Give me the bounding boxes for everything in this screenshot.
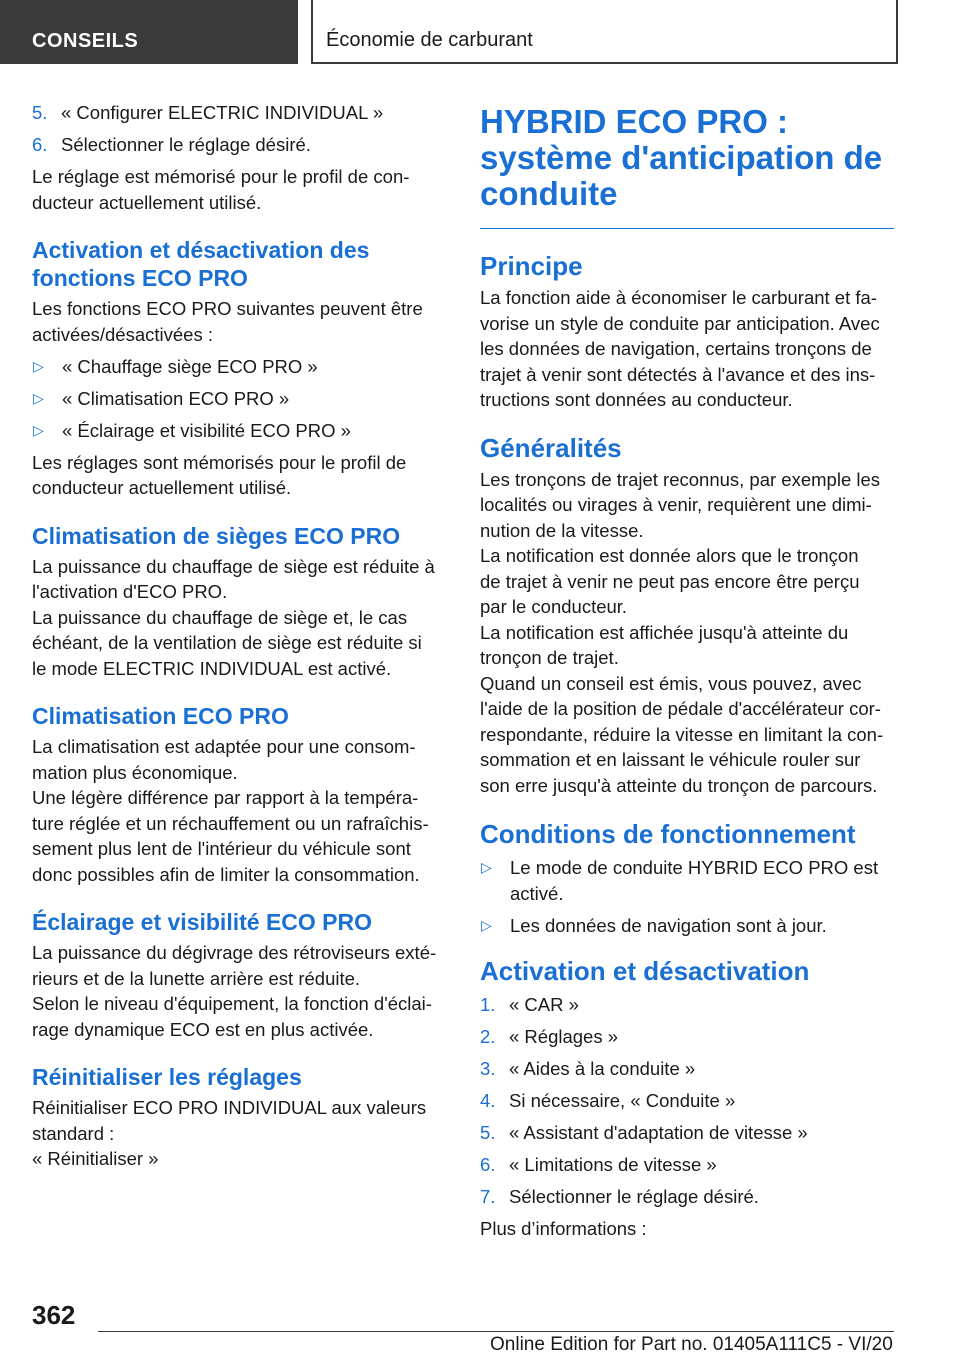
list-item — [480, 855, 898, 906]
paragraph — [32, 554, 450, 605]
text-line: nution de la vitesse. — [480, 519, 644, 541]
step-number: 5. — [480, 1122, 496, 1143]
text-line: trajet à venir sont détectés à l'avance et des ins- — [480, 363, 876, 385]
step-number: 3. — [480, 1058, 496, 1079]
paragraph: « Réinitialiser » — [32, 1148, 159, 1169]
text-line: échéant, de la ventilation de siège est réduite si — [32, 632, 422, 653]
text-line: Les fonctions ECO PRO suivantes peuvent être — [32, 298, 423, 319]
list-item — [32, 100, 450, 126]
step-number: 6. — [32, 134, 48, 155]
paragraph: Plus d’informations : — [480, 1218, 647, 1239]
text-line: Réinitialiser ECO PRO INDIVIDUAL aux valeurs — [32, 1097, 427, 1118]
heading-line: conduite — [480, 175, 618, 212]
list-item — [480, 1024, 898, 1050]
text-line: conducteur actuellement utilisé. — [32, 477, 292, 498]
step-text: Si nécessaire, « Conduite » — [509, 1090, 736, 1111]
text-line: sement plus lent de l'intérieur du véhicule sont — [32, 838, 411, 859]
text-line: Le réglage est mémorisé pour le profil de con- — [32, 166, 410, 187]
heading-line: système d'anticipation de — [480, 139, 883, 176]
paragraph — [32, 450, 450, 501]
text-line: ducteur actuellement utilisé. — [32, 191, 262, 213]
bullet-triangle-icon: ▷ — [481, 916, 492, 933]
list-item — [480, 1184, 898, 1210]
text-line: activé. — [510, 882, 564, 904]
list-item — [32, 132, 450, 158]
list-item — [480, 913, 898, 939]
step-text: « CAR » — [509, 994, 579, 1015]
edition-note: Online Edition for Part no. 01405A111C5 - VI/20 — [490, 1334, 893, 1355]
text-line: tronçon de trajet. — [480, 647, 619, 668]
list-item — [480, 1088, 898, 1114]
footer-divider — [98, 1331, 894, 1332]
step-number: 1. — [480, 994, 496, 1015]
text-line: vorise un style de conduite par anticipation. Avec — [480, 312, 880, 334]
bullet-text: « Climatisation ECO PRO » — [62, 387, 290, 409]
step-text: « Aides à la conduite » — [509, 1058, 696, 1079]
section-heading: Réinitialiser les réglages — [32, 1064, 302, 1090]
section-heading: Éclairage et visibilité ECO PRO — [32, 909, 373, 935]
list-item — [480, 1120, 898, 1146]
step-text: Sélectionner le réglage désiré. — [61, 134, 311, 155]
text-line: les données de navigation, certains tronçons de — [480, 338, 872, 359]
text-line: La puissance du chauffage de siège et, le cas — [32, 606, 408, 628]
bullet-triangle-icon: ▷ — [481, 859, 492, 875]
section-heading: Principe — [480, 251, 583, 281]
step-text: « Assistant d'adaptation de vitesse » — [509, 1122, 808, 1143]
right-column — [480, 104, 898, 1242]
section-label: CONSEILS — [32, 30, 139, 52]
text-line: La fonction aide à économiser le carburant et fa- — [480, 287, 877, 308]
bullet-triangle-icon: ▷ — [33, 421, 44, 438]
step-text: « Limitations de vitesse » — [509, 1154, 717, 1175]
bullet-text — [510, 855, 878, 906]
list-item — [480, 992, 898, 1018]
section-heading — [32, 236, 450, 292]
bullet-triangle-icon: ▷ — [33, 389, 44, 406]
step-text: Sélectionner le réglage désiré. — [509, 1186, 759, 1207]
step-number: 4. — [480, 1090, 496, 1111]
text-line: Les tronçons de trajet reconnus, par exemple les — [480, 468, 881, 490]
text-line: ture réglée et un réchauffement ou un rafraîchis- — [32, 812, 429, 834]
text-line: par le conducteur. — [480, 596, 628, 617]
bullet-text: « Chauffage siège ECO PRO » — [62, 355, 318, 377]
text-line: respondante, réduire la vitesse en limitant la con- — [480, 723, 884, 745]
paragraph — [480, 671, 898, 799]
text-line: rieurs et de la lunette arrière est réduite. — [32, 967, 361, 989]
text-line: son erre jusqu'à atteinte du tronçon de parcours. — [480, 774, 878, 796]
text-line: l'aide de la position de pédale d'accélérateur cor- — [480, 698, 881, 719]
paragraph — [32, 164, 450, 215]
section-heading: Climatisation de sièges ECO PRO — [32, 522, 401, 549]
paragraph — [32, 734, 450, 785]
text-line: activées/désactivées : — [32, 323, 213, 345]
bullet-text: Les données de navigation sont à jour. — [510, 914, 827, 936]
section-tab — [0, 0, 298, 64]
paragraph — [32, 1095, 450, 1146]
heading-line: HYBRID ECO PRO : — [480, 103, 789, 140]
text-line: l'activation d'ECO PRO. — [32, 581, 228, 602]
paragraph — [32, 605, 450, 682]
list-item — [32, 386, 450, 412]
text-line: La puissance du chauffage de siège est réduite à — [32, 555, 435, 577]
text-line: mation plus économique. — [32, 761, 238, 783]
heading-divider — [480, 228, 894, 229]
section-heading: Conditions de fonctionnement — [480, 819, 856, 849]
step-number: 7. — [480, 1186, 496, 1207]
text-line: La notification est affichée jusqu'à atteinte du — [480, 621, 849, 643]
paragraph — [32, 940, 450, 991]
paragraph — [32, 296, 450, 347]
text-line: La puissance du dégivrage des rétroviseurs exté- — [32, 942, 437, 963]
text-line: rage dynamique ECO est en plus activée. — [32, 1018, 374, 1040]
text-line: Le mode de conduite HYBRID ECO PRO est — [510, 857, 879, 878]
chapter-tab — [311, 0, 898, 64]
list-item — [32, 418, 450, 444]
text-line: de trajet à venir ne peut pas encore être perçu — [480, 570, 860, 592]
bullet-triangle-icon: ▷ — [33, 357, 44, 374]
text-line: Selon le niveau d'équipement, la fonction d'éclai- — [32, 993, 432, 1014]
text-line: sommation et en laissant le véhicule rouler sur — [480, 749, 861, 770]
bullet-text: « Éclairage et visibilité ECO PRO » — [62, 419, 351, 441]
paragraph — [32, 991, 450, 1042]
paragraph — [480, 620, 898, 671]
page-number: 362 — [32, 1300, 76, 1330]
text-line: Les réglages sont mémorisés pour le profil de — [32, 451, 407, 473]
step-number: 6. — [480, 1154, 496, 1175]
text-line: Quand un conseil est émis, vous pouvez, avec — [480, 672, 862, 694]
list-item — [32, 354, 450, 380]
section-heading: Climatisation ECO PRO — [32, 703, 289, 729]
section-heading: Activation et désactivation — [480, 956, 810, 986]
section-heading: Généralités — [480, 432, 622, 463]
heading-line: Activation et désactivation des — [32, 237, 370, 263]
step-text: « Configurer ELECTRIC INDIVIDUAL » — [61, 102, 384, 123]
text-line: La climatisation est adaptée pour une consom- — [32, 736, 416, 757]
left-column — [32, 100, 450, 1172]
paragraph — [480, 285, 898, 413]
chapter-heading — [480, 104, 898, 212]
text-line: La notification est donnée alors que le tronçon — [480, 545, 859, 566]
paragraph — [480, 467, 898, 544]
list-item — [480, 1152, 898, 1178]
chapter-title: Économie de carburant — [326, 29, 533, 51]
list-item — [480, 1056, 898, 1082]
text-line: le mode ELECTRIC INDIVIDUAL est activé. — [32, 657, 392, 679]
step-number: 2. — [480, 1026, 496, 1047]
page-header — [0, 0, 960, 66]
step-number: 5. — [32, 102, 48, 123]
text-line: standard : — [32, 1122, 115, 1144]
text-line: Une légère différence par rapport à la tempéra- — [32, 787, 419, 808]
text-line: tructions sont données au conducteur. — [480, 389, 793, 410]
heading-line: fonctions ECO PRO — [32, 265, 248, 291]
paragraph — [32, 785, 450, 887]
text-line: donc possibles afin de limiter la consommation. — [32, 863, 420, 885]
paragraph — [480, 543, 898, 620]
step-text: « Réglages » — [509, 1026, 619, 1047]
text-line: localités ou virages à venir, requièrent une dimi- — [480, 494, 872, 515]
